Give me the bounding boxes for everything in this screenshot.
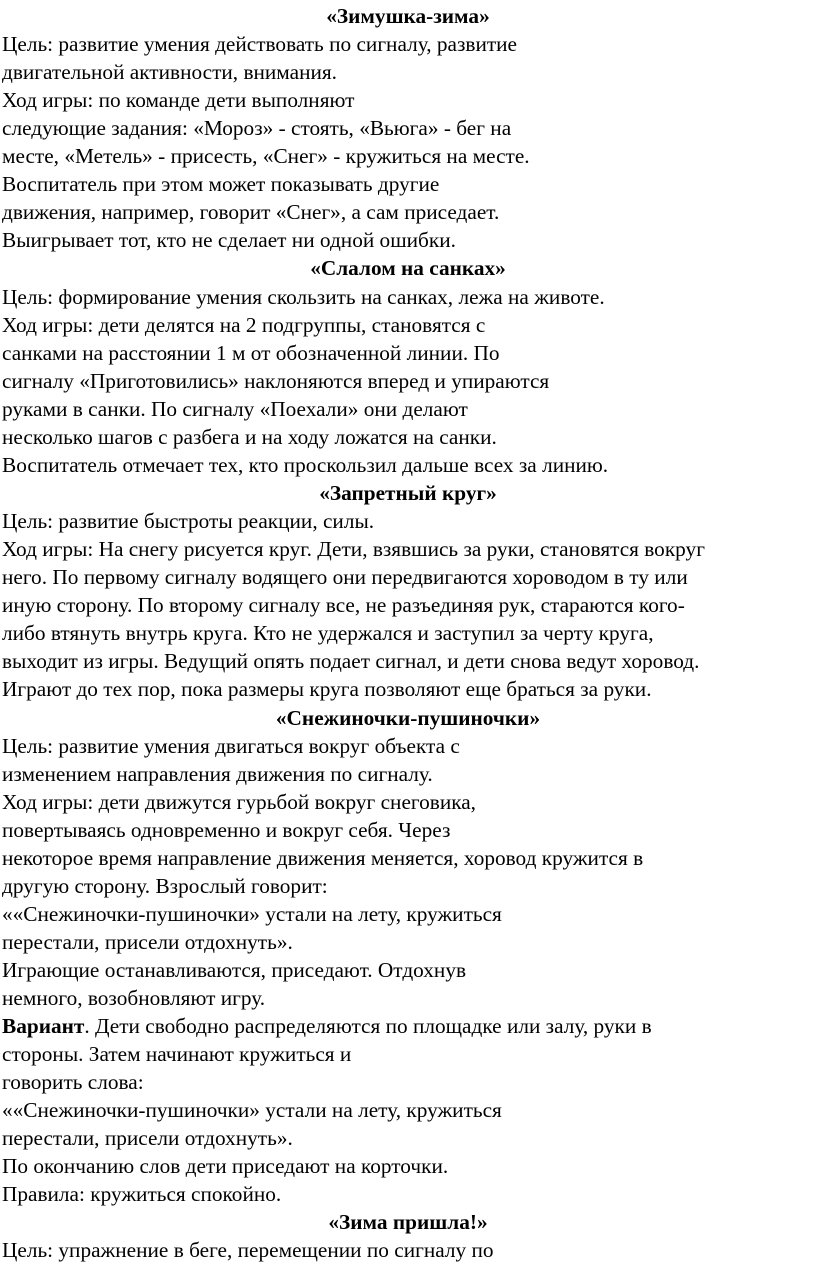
paragraph-line: санками на расстоянии 1 м от обозначенной линии. По (2, 341, 500, 365)
paragraph-line: перестали, присели отдохнуть». (2, 1126, 293, 1150)
paragraph-line: другую сторону. Взрослый говорит: (2, 874, 328, 898)
paragraph-line: Ход игры: дети делятся на 2 подгруппы, становятся с (2, 313, 486, 337)
paragraph-line: повертываясь одновременно и вокруг себя. Через (2, 818, 451, 842)
paragraph-line: Воспитатель при этом может показывать другие (2, 172, 440, 196)
paragraph-line: Правила: кружиться спокойно. (2, 1182, 282, 1206)
variant-text: . Дети свободно распределяются по площадке или залу, руки в (84, 1014, 652, 1038)
paragraph-line: Играют до тех пор, пока размеры круга позволяют еще браться за руки. (2, 677, 652, 701)
paragraph-line: Играющие останавливаются, приседают. Отдохнув (2, 958, 467, 982)
paragraph-line: Воспитатель отмечает тех, кто проскользил дальше всех за линию. (2, 453, 609, 477)
paragraph-line: Цель: развитие умения двигаться вокруг объекта с (2, 734, 460, 758)
paragraph-line: Выигрывает тот, кто не сделает ни одной ошибки. (2, 228, 456, 252)
paragraph-line: руками в санки. По сигналу «Поехали» они делают (2, 397, 468, 421)
paragraph-line: По окончанию слов дети приседают на корточки. (2, 1154, 449, 1178)
paragraph-line: движения, например, говорит «Снег», а сам приседает. (2, 200, 500, 224)
paragraph-line: Ход игры: дети движутся гурьбой вокруг снеговика, (2, 790, 477, 814)
paragraph-line: стороны. Затем начинают кружиться и (2, 1042, 352, 1066)
paragraph-line: сигналу «Приготовились» наклоняются вперед и упираются (2, 369, 550, 393)
paragraph-line: двигательной активности, внимания. (2, 60, 337, 84)
section-title: «Снежиночки-пушиночки» (275, 706, 541, 730)
paragraph-line: Ход игры: На снегу рисуется круг. Дети, взявшись за руки, становятся вокруг (2, 537, 705, 561)
paragraph-line: Цель: развитие умения действовать по сигналу, развитие (2, 32, 518, 56)
variant-label: Вариант (2, 1014, 85, 1038)
paragraph-line: некоторое время направление движения меняется, хоровод кружится в (2, 846, 644, 870)
section-title: «Слалом на санках» (310, 256, 506, 280)
paragraph-line: Цель: упражнение в беге, перемещении по сигналу по (2, 1238, 494, 1262)
section-title: «Зимушка-зима» (326, 4, 490, 28)
paragraph-line: ««Снежиночки-пушиночки» устали на лету, кружиться (2, 1098, 502, 1122)
paragraph-line: говорить слова: (2, 1070, 144, 1094)
paragraph-line: немного, возобновляют игру. (2, 986, 266, 1010)
paragraph-line: выходит из игры. Ведущий опять подает сигнал, и дети снова ведут хоровод. (2, 649, 700, 673)
paragraph-line: перестали, присели отдохнуть». (2, 930, 293, 954)
paragraph-line: следующие задания: «Мороз» - стоять, «Вьюга» - бег на (2, 116, 512, 140)
paragraph-line: Цель: формирование умения скользить на санках, лежа на животе. (2, 285, 605, 309)
variant-line (2, 1012, 652, 1040)
section-title: «Запретный круг» (319, 481, 497, 505)
paragraph-line: месте, «Метель» - присесть, «Снег» - кружиться на месте. (2, 144, 530, 168)
section-title: «Зима пришла!» (328, 1210, 488, 1234)
paragraph-line: либо втянуть внутрь круга. Кто не удержался и заступил за черту круга, (2, 621, 654, 645)
paragraph-line: Ход игры: по команде дети выполняют (2, 88, 355, 112)
paragraph-line: несколько шагов с разбега и на ходу ложатся на санки. (2, 425, 497, 449)
paragraph-line: Цель: развитие быстроты реакции, силы. (2, 509, 375, 533)
paragraph-line: иную сторону. По второму сигналу все, не разъединяя рук, стараются кого- (2, 593, 685, 617)
paragraph-line: ««Снежиночки-пушиночки» устали на лету, кружиться (2, 902, 502, 926)
paragraph-line: него. По первому сигналу водящего они передвигаются хороводом в ту или (2, 565, 688, 589)
paragraph-line: изменением направления движения по сигналу. (2, 762, 433, 786)
